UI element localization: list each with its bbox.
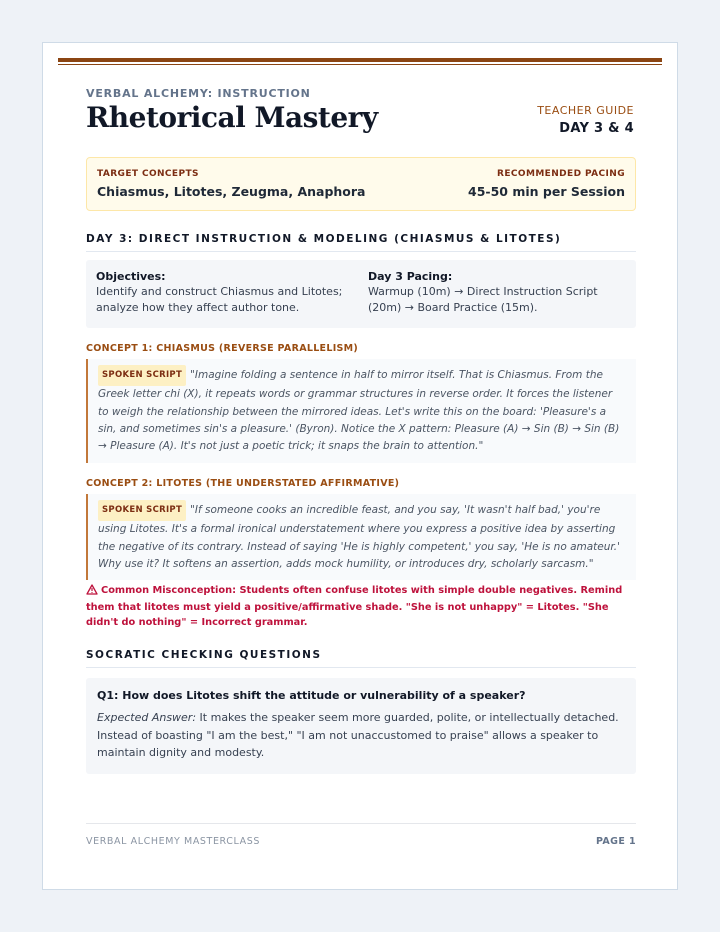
page-title: Rhetorical Mastery — [86, 101, 378, 134]
day3-pacing — [368, 270, 628, 316]
day3-pacing-text: Warmup (10m) → Direct Instruction Script (20m) → Board Practice (15m). — [368, 285, 598, 314]
guide-day: DAY 3 & 4 — [559, 121, 634, 136]
question-box — [86, 678, 636, 774]
top-rule-thin — [58, 64, 662, 65]
concept1-script — [98, 365, 626, 455]
warning-icon — [86, 584, 98, 600]
misconception-alert — [86, 583, 638, 630]
concept2-script-box — [86, 494, 636, 580]
pacing-label: RECOMMENDED PACING — [497, 169, 625, 179]
page-footer — [86, 823, 636, 847]
guide-label: TEACHER GUIDE — [537, 104, 634, 117]
concept1-script-box — [86, 359, 636, 463]
target-concepts-label: TARGET CONCEPTS — [97, 169, 199, 179]
eyebrow-label: VERBAL ALCHEMY: INSTRUCTION — [86, 87, 311, 100]
target-concepts-value: Chiasmus, Litotes, Zeugma, Anaphora — [97, 184, 366, 199]
objectives-box — [86, 260, 636, 328]
recommended-pacing — [468, 169, 625, 199]
objectives-label: Objectives: — [96, 270, 166, 283]
document-page — [42, 42, 678, 890]
socratic-heading: SOCRATIC CHECKING QUESTIONS — [86, 649, 636, 668]
concept2-script-text: "If someone cooks an incredible feast, and you say, 'It wasn't half bad,' you're using Litotes. It's a formal ironical understatement where you express a positive idea by asserting the negative of its contrary. Instead of saying 'He is highly competent,' you say, 'He is no amateur.' Why use it? It softens an assertion, adds mock humility, or introduces dry, scholarly sarcasm." — [98, 504, 620, 570]
expected-answer — [97, 709, 625, 762]
objectives — [96, 270, 356, 316]
spoken-script-badge: SPOKEN SCRIPT — [98, 365, 186, 386]
concept1-script-text: "Imagine folding a sentence in half to mirror itself. That is Chiasmus. From the Greek letter chi (X), it repeats words or grammar structures in reverse order. It forces the listener to weigh the relationship between the mirrored ideas. Let's write this on the board: 'Pleasure's a sin, and sometimes sin's a pleasure.' (Byron). Notice the X pattern: Pleasure (A) → Sin (B) → Sin (B) → Pleasure (A). It's not just a poetic trick; it snaps the brain to attention." — [98, 369, 620, 453]
concepts-box — [86, 157, 636, 211]
day3-pacing-label: Day 3 Pacing: — [368, 270, 453, 283]
question-1: Q1: How does Litotes shift the attitude or vulnerability of a speaker? — [97, 689, 526, 702]
day3-heading: DAY 3: DIRECT INSTRUCTION & MODELING (CHIASMUS & LITOTES) — [86, 233, 636, 252]
misconception-text: Common Misconception: Students often confuse litotes with simple double negatives. Remind them that litotes must yield a positive/affirmative shade. "She is not unhappy" = Litotes. "She didn't do nothing" = Incorrect grammar. — [86, 585, 623, 628]
concept2-heading: CONCEPT 2: LITOTES (THE UNDERSTATED AFFIRMATIVE) — [86, 478, 400, 489]
page-number: PAGE 1 — [595, 836, 636, 847]
objectives-text: Identify and construct Chiasmus and Litotes; analyze how they affect author tone. — [96, 285, 343, 314]
expected-answer-text: It makes the speaker seem more guarded, polite, or intellectually detached. Instead of boasting "I am the best," "I am not unaccustomed to praise" allows a speaker to maintain dignity and modesty. — [97, 711, 619, 759]
concept1-heading: CONCEPT 1: CHIASMUS (REVERSE PARALLELISM) — [86, 343, 359, 354]
guide-block — [537, 104, 634, 136]
spoken-script-badge: SPOKEN SCRIPT — [98, 500, 186, 521]
concept2-script — [98, 500, 626, 573]
top-rule-thick — [58, 58, 662, 62]
target-concepts — [97, 169, 366, 199]
expected-answer-label: Expected Answer: — [97, 711, 197, 724]
footer-title: VERBAL ALCHEMY MASTERCLASS — [86, 836, 260, 847]
pacing-value: 45-50 min per Session — [468, 184, 625, 199]
